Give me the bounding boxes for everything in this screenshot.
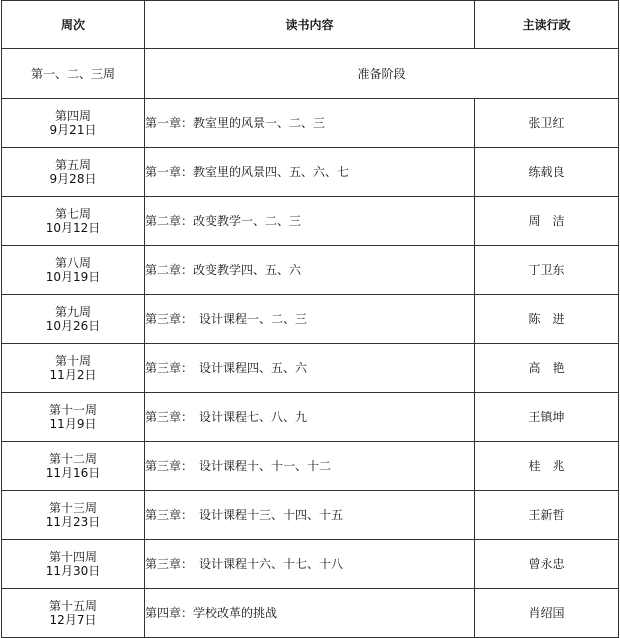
week-label: 第十一周 (48, 403, 97, 417)
week-label: 第十三周 (48, 501, 97, 515)
table-row (2, 99, 619, 148)
reading-schedule-table (1, 0, 619, 638)
admin-cell: 肖绍国 (475, 589, 619, 638)
header-content: 读书内容 (145, 1, 475, 49)
week-date: 11月23日 (45, 515, 101, 529)
week-cell (2, 197, 145, 246)
header-admin: 主读行政 (475, 1, 619, 49)
content-cell: 第三章： 设计课程一、二、三 (145, 295, 475, 344)
admin-cell: 曾永忠 (475, 540, 619, 589)
table-row (2, 344, 619, 393)
week-date: 10月26日 (45, 319, 101, 333)
week-label: 第十二周 (48, 452, 97, 466)
table-row (2, 491, 619, 540)
admin-cell: 周 洁 (475, 197, 619, 246)
table-row (2, 295, 619, 344)
table-row (2, 393, 619, 442)
week-date: 11月16日 (45, 466, 101, 480)
table-row-prep (2, 49, 619, 99)
table-row (2, 148, 619, 197)
table-row (2, 540, 619, 589)
week-date: 11月30日 (45, 564, 101, 578)
content-cell: 第一章：教室里的风景四、五、六、七 (145, 148, 475, 197)
week-date: 10月19日 (45, 270, 101, 284)
week-cell (2, 589, 145, 638)
week-label: 第九周 (54, 305, 91, 319)
week-date: 12月7日 (49, 613, 97, 627)
table-row (2, 442, 619, 491)
content-cell: 第二章：改变教学一、二、三 (145, 197, 475, 246)
week-cell (2, 99, 145, 148)
content-cell: 第三章： 设计课程四、五、六 (145, 344, 475, 393)
admin-cell: 陈 进 (475, 295, 619, 344)
week-date: 11月2日 (49, 368, 97, 382)
admin-cell: 张卫红 (475, 99, 619, 148)
admin-cell: 王新哲 (475, 491, 619, 540)
week-cell (2, 393, 145, 442)
week-cell (2, 442, 145, 491)
header-week: 周次 (2, 1, 145, 49)
week-label: 第七周 (54, 207, 91, 221)
week-label: 第八周 (54, 256, 91, 270)
content-cell: 第二章：改变教学四、五、六 (145, 246, 475, 295)
week-date: 11月9日 (49, 417, 97, 431)
content-cell: 第三章： 设计课程十、十一、十二 (145, 442, 475, 491)
week-label: 第五周 (54, 158, 91, 172)
week-date: 9月28日 (49, 172, 97, 186)
content-cell: 第一章：教室里的风景一、二、三 (145, 99, 475, 148)
table-row (2, 589, 619, 638)
week-cell (2, 148, 145, 197)
content-cell: 第四章：学校改革的挑战 (145, 589, 475, 638)
admin-cell: 王镇坤 (475, 393, 619, 442)
prep-content-cell: 准备阶段 (145, 49, 619, 99)
week-label: 第十五周 (48, 599, 97, 613)
week-date: 9月21日 (49, 123, 97, 137)
content-cell: 第三章： 设计课程十三、十四、十五 (145, 491, 475, 540)
week-label: 第十周 (54, 354, 91, 368)
content-cell: 第三章： 设计课程十六、十七、十八 (145, 540, 475, 589)
week-cell (2, 344, 145, 393)
week-cell (2, 491, 145, 540)
admin-cell: 高 艳 (475, 344, 619, 393)
table-row (2, 197, 619, 246)
week-cell (2, 246, 145, 295)
admin-cell: 练载良 (475, 148, 619, 197)
week-cell (2, 540, 145, 589)
table-row (2, 246, 619, 295)
prep-week-cell: 第一、二、三周 (2, 49, 145, 99)
week-label: 第十四周 (48, 550, 97, 564)
week-label: 第四周 (54, 109, 91, 123)
week-date: 10月12日 (45, 221, 101, 235)
admin-cell: 丁卫东 (475, 246, 619, 295)
content-cell: 第三章： 设计课程七、八、九 (145, 393, 475, 442)
table-header-row (2, 1, 619, 49)
week-cell (2, 295, 145, 344)
admin-cell: 桂 兆 (475, 442, 619, 491)
